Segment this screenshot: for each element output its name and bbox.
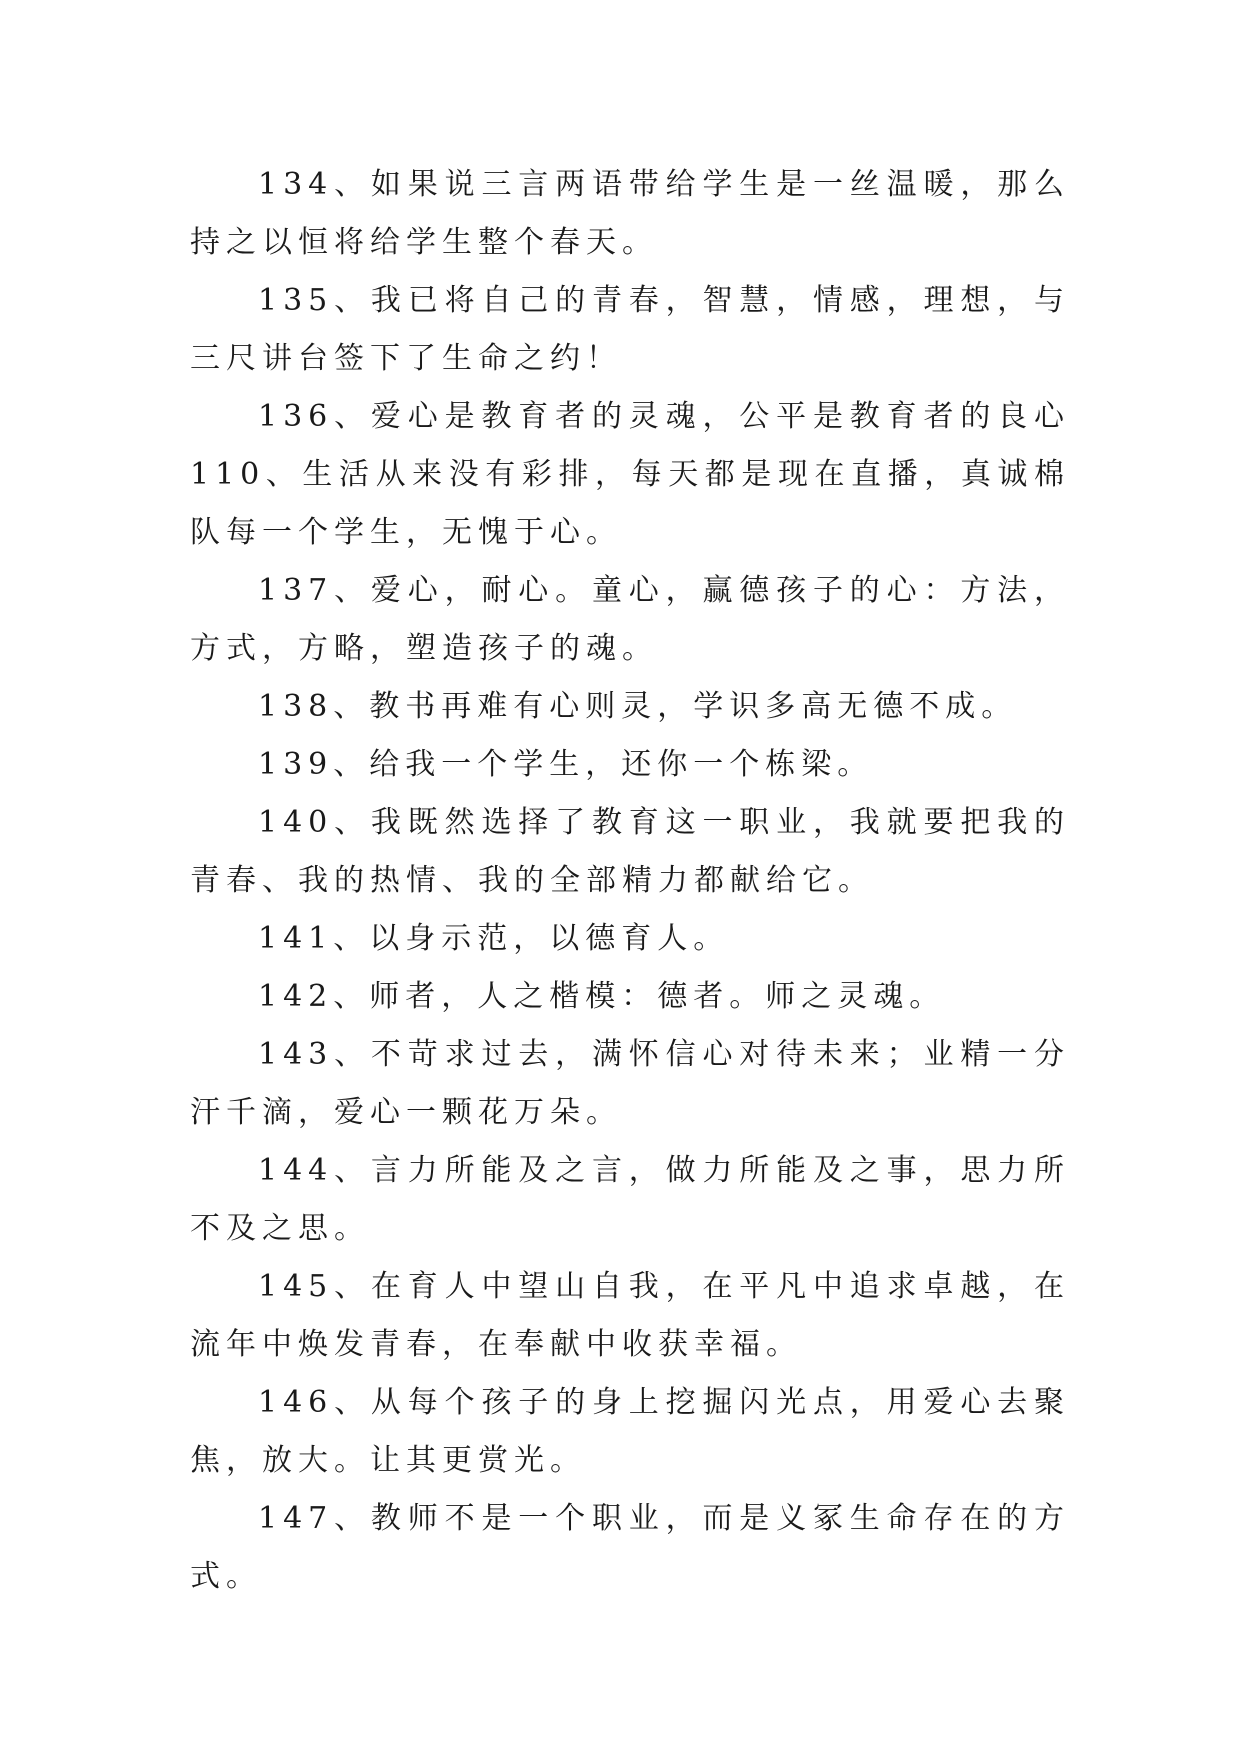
document-page	[190, 156, 1070, 1606]
paragraph-143: 143、不苛求过去，满怀信心对待未来；业精一分汗千滴，爱心一颗花万朵。	[190, 1037, 1070, 1130]
paragraph-142: 142、师者，人之楷模：德者。师之灵魂。	[258, 979, 946, 1014]
paragraph-136: 136、爱心是教育者的灵魂，公平是教育者的良心 110、生活从来没有彩排，每天都是现在直播，真诚棉队每一个学生，无愧于心。	[190, 399, 1070, 550]
paragraph-134: 134、如果说三言两语带给学生是一丝温暖，那么持之以恒将给学生整个春天。	[190, 167, 1070, 260]
paragraph-144: 144、言力所能及之言，做力所能及之事，思力所不及之思。	[190, 1153, 1070, 1246]
paragraph-145: 145、在育人中望山自我，在平凡中追求卓越，在流年中焕发青春，在奉献中收获幸福。	[190, 1269, 1070, 1362]
paragraph-147: 147、教师不是一个职业，而是义冢生命存在的方式。	[190, 1501, 1070, 1594]
paragraph-138: 138、教书再难有心则灵，学识多高无德不成。	[258, 689, 1018, 724]
paragraph-140: 140、我既然选择了教育这一职业，我就要把我的青春、我的热情、我的全部精力都献给它。	[190, 805, 1070, 898]
paragraph-137: 137、爱心，耐心。童心，赢德孩子的心：方法，方式，方略，塑造孩子的魂。	[190, 573, 1070, 666]
paragraph-146: 146、从每个孩子的身上挖掘闪光点，用爱心去聚焦，放大。让其更赏光。	[190, 1385, 1070, 1478]
paragraph-139: 139、给我一个学生，还你一个栋梁。	[258, 747, 874, 782]
paragraph-135: 135、我已将自己的青春，智慧，情感，理想，与三尺讲台签下了生命之约！	[190, 283, 1070, 376]
paragraph-141: 141、以身示范，以德育人。	[258, 921, 730, 956]
